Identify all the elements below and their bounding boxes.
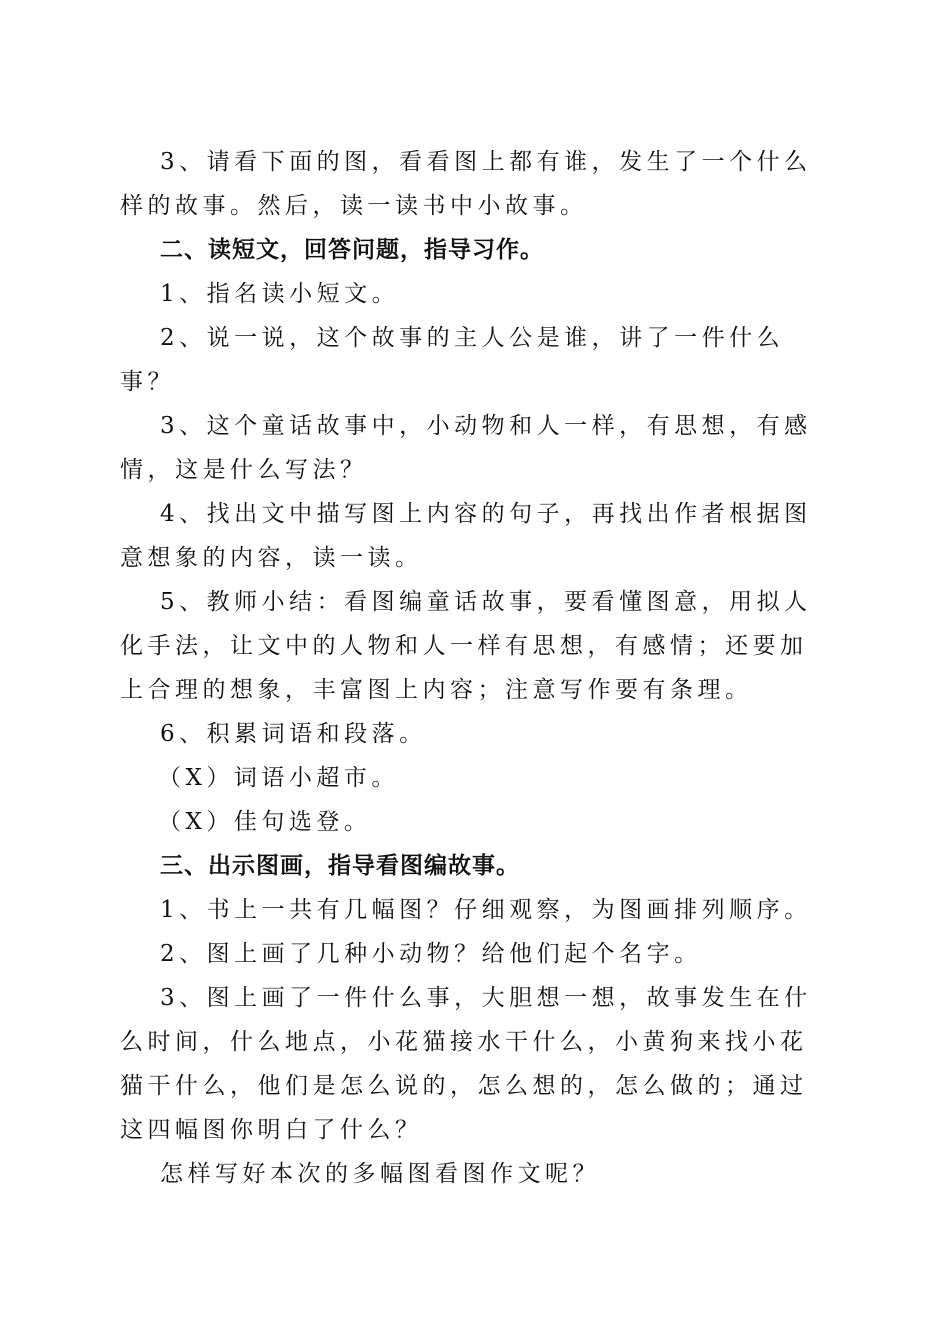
subitem-word-supermarket: （X）词语小超市。 [158, 765, 399, 791]
paragraph-item-1-read-short-text: 1、指名读小短文。 [160, 281, 400, 307]
paragraph-item-5-teacher-summary: 5、教师小结：看图编童话故事，要看懂图意，用拟人化手法，让文中的人物和人一样有思想，有感情；还要加上合理的想象，丰富图上内容；注意写作要有条理。 [120, 589, 812, 703]
paragraph-item-3-writing-technique: 3、这个童话故事中，小动物和人一样，有思想，有感情，这是什么写法？ [120, 413, 812, 483]
subitem-good-sentences: （X）佳句选登。 [158, 809, 372, 835]
paragraph-item-1-how-many-pictures: 1、书上一共有几幅图？仔细观察，为图画排列顺序。 [160, 897, 812, 923]
section-heading-3: 三、出示图画，指导看图编故事。 [160, 853, 520, 879]
paragraph-item-3-imagine-story: 3、图上画了一件什么事，大胆想一想，故事发生在什么时间，什么地点，小花猫接水干什么，小黄狗来找小花猫干什么，他们是怎么说的，怎么想的，怎么做的；通过这四幅图你明白了什么？ [120, 985, 812, 1143]
section-heading-2: 二、读短文，回答问题，指导习作。 [160, 237, 544, 263]
paragraph-closing-question: 怎样写好本次的多幅图看图作文呢？ [160, 1161, 600, 1187]
paragraph-item-2-protagonist: 2、说一说，这个故事的主人公是谁，讲了一件什么事？ [120, 325, 785, 395]
document-body [120, 140, 825, 1196]
paragraph-item-6-accumulate: 6、积累词语和段落。 [160, 721, 427, 747]
paragraph-item-2-animals: 2、图上画了几种小动物？给他们起个名字。 [160, 941, 702, 967]
paragraph-item-4-find-sentences: 4、找出文中描写图上内容的句子，再找出作者根据图意想象的内容，读一读。 [120, 501, 812, 571]
paragraph-item-3-picture-story: 3、请看下面的图，看看图上都有谁，发生了一个什么样的故事。然后，读一读书中小故事。 [120, 149, 812, 219]
